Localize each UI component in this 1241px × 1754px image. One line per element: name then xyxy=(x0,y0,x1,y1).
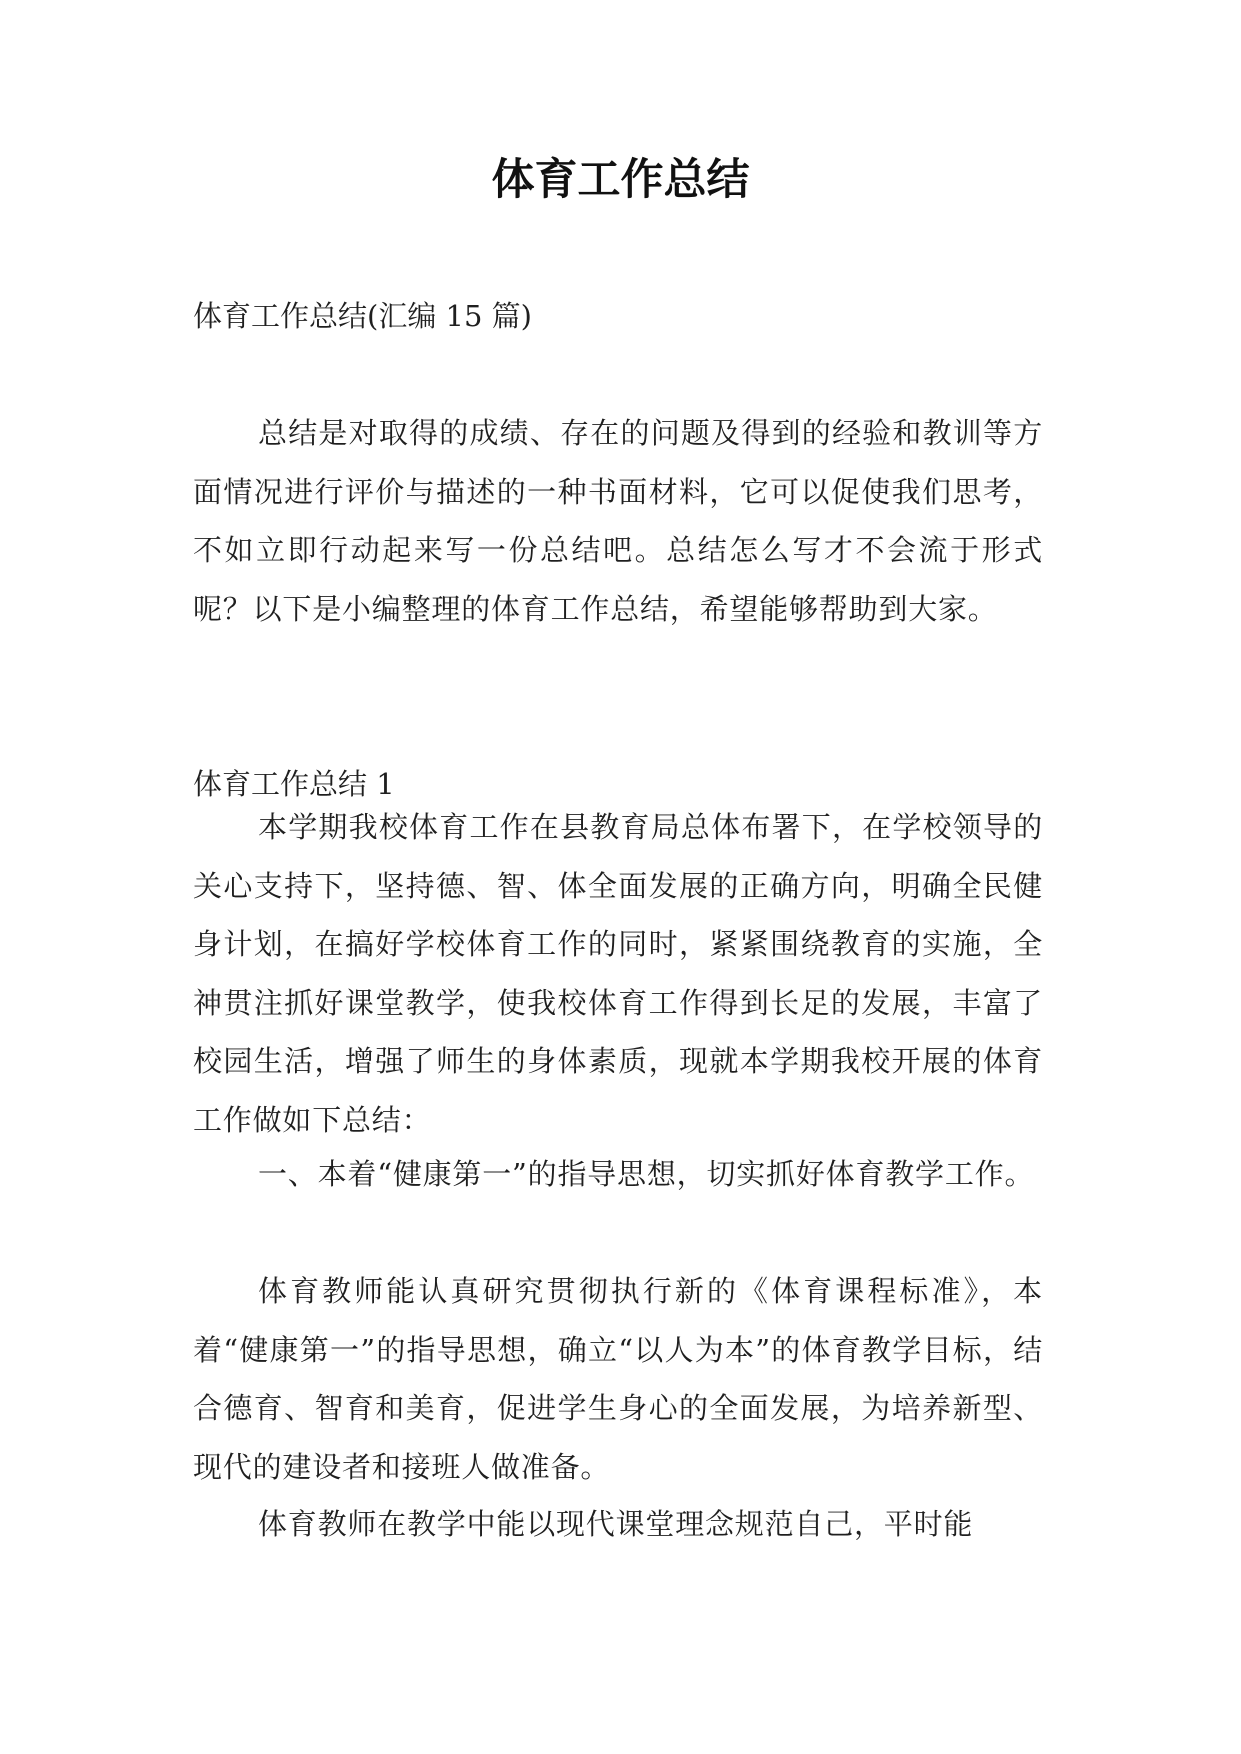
section-heading: 体育工作总结 1 xyxy=(193,767,395,801)
body-paragraph-1: 本学期我校体育工作在县教育局总体布署下，在学校领导的关心支持下，坚持德、智、体全面发展的正确方向，明确全民健身计划，在搞好学校体育工作的同时，紧紧围绕教育的实施，全神贯注抓好课堂教学，使我校体育工作得到长足的发展，丰富了校园生活，增强了师生的身体素质，现就本学期我校开展的体育工作做如下总结： xyxy=(193,810,1043,1137)
point-heading-1: 一、本着“健康第一”的指导思想，切实抓好体育教学工作。 xyxy=(258,1157,1035,1191)
body-paragraph-2: 体育教师能认真研究贯彻执行新的《体育课程标准》，本着“健康第一”的指导思想，确立“以人为本”的体育教学目标，结合德育、智育和美育，促进学生身心的全面发展，为培养新型、现代的建设者和接班人做准备。 xyxy=(193,1274,1043,1484)
document-title: 体育工作总结 xyxy=(491,155,750,205)
intro-paragraph: 总结是对取得的成绩、存在的问题及得到的经验和教训等方面情况进行评价与描述的一种书面材料，它可以促使我们思考，不如立即行动起来写一份总结吧。总结怎么写才不会流于形式呢？以下是小编整理的体育工作总结，希望能够帮助到大家。 xyxy=(193,416,1043,626)
body-paragraph-3: 体育教师在教学中能以现代课堂理念规范自己，平时能 xyxy=(258,1507,974,1541)
document-subtitle: 体育工作总结(汇编 15 篇) xyxy=(193,299,532,333)
